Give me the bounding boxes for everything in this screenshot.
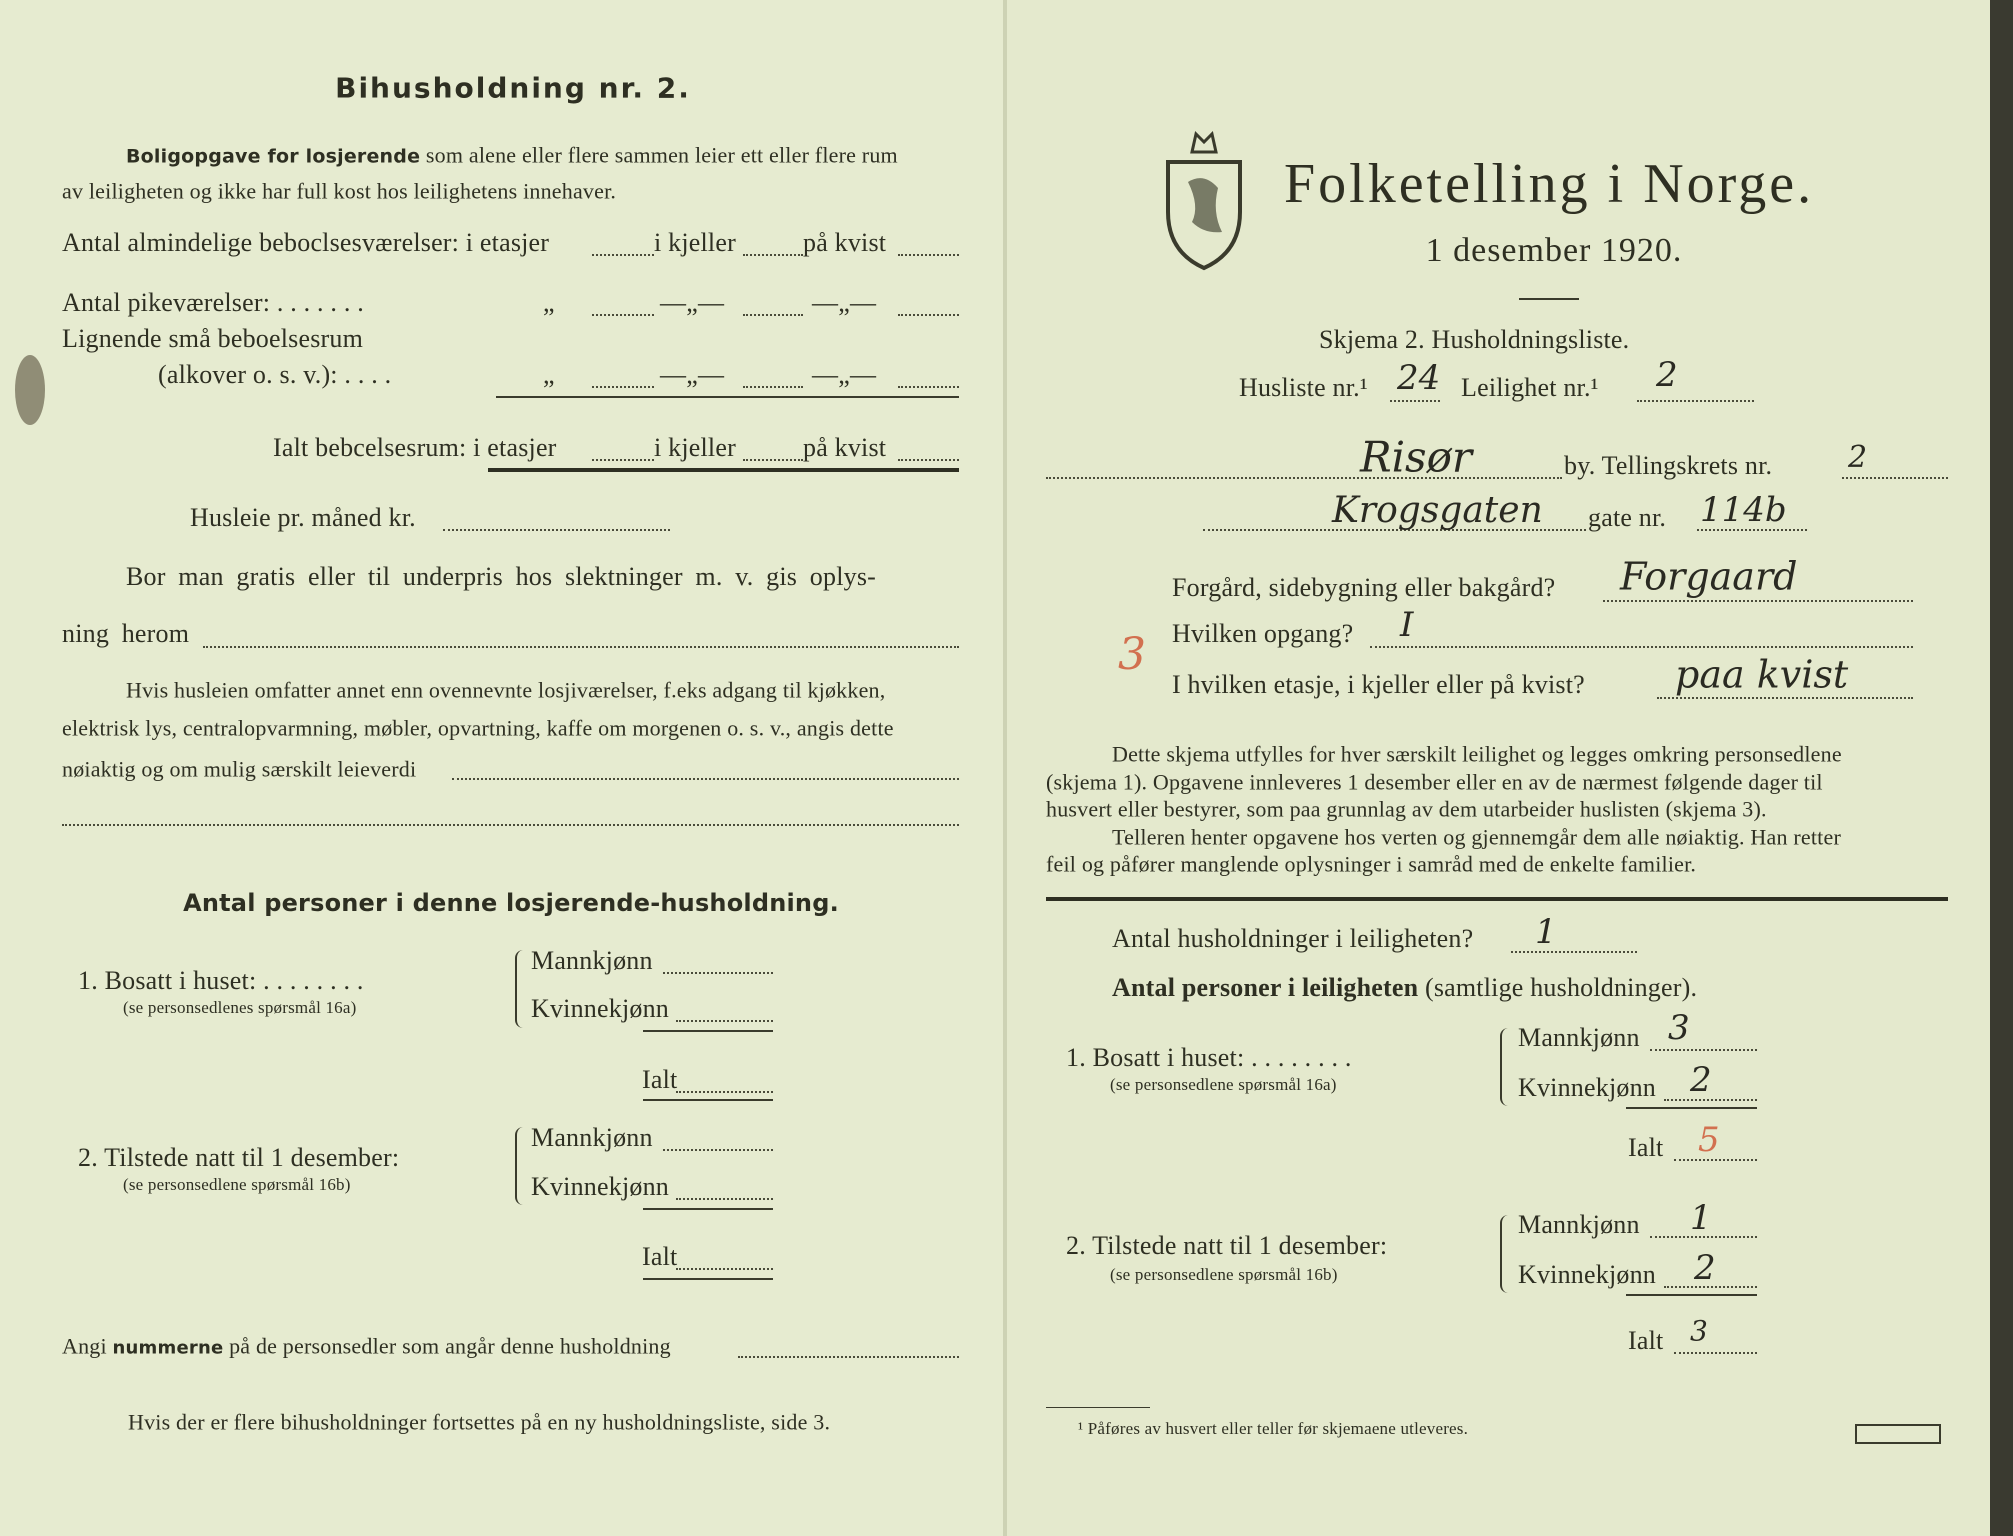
rooms-label: Antal almindelige beboclsesværelser: i etasjer — [62, 227, 550, 257]
husliste-label: Husliste nr.¹ — [1239, 372, 1368, 402]
instructions-line-3: husvert eller bestyrer, som paa grunnlag av dem utarbeider huslisten (skjema 3). — [1046, 796, 1767, 822]
alkover-label: (alkover o. s. v.): . . . . — [158, 359, 392, 389]
instructions-line-5: feil og påfører manglende oplysninger i samråd med de enkelte familier. — [1046, 851, 1697, 877]
q1-sum-rule — [1626, 1107, 1757, 1109]
q2-ialt-label: Ialt — [642, 1241, 678, 1271]
q2-sum-rule — [1626, 1294, 1757, 1296]
instructions-line-4: Telleren henter opgavene hos verten og gjennemgår dem alle nøiaktig. Han retter — [1112, 824, 1841, 850]
bor-line-2: ning herom — [62, 618, 190, 648]
sum-rule — [496, 396, 959, 398]
scan-edge — [1990, 0, 2013, 1536]
alkover-ditto-2: —„— — [660, 359, 725, 389]
leieverdi-field[interactable] — [452, 778, 959, 780]
intro-line-2: av leiligheten og ikke har full kost hos leilighetens innehaver. — [62, 178, 617, 204]
footnote: ¹ Påføres av husvert eller teller før skjemaene utleveres. — [1078, 1419, 1469, 1439]
q1-kvinne-value: 2 — [1690, 1059, 1712, 1100]
city-value: Risør — [1360, 432, 1472, 482]
right-page — [1007, 0, 1990, 1536]
archive-stamp — [1855, 1424, 1941, 1444]
angi-line — [62, 1333, 671, 1359]
census-date: 1 desember 1920. — [1425, 232, 1683, 270]
q2-ialt-field[interactable] — [676, 1268, 773, 1270]
hush-label: Antal husholdninger i leiligheten? — [1112, 923, 1474, 953]
ialt-etasjer-field[interactable] — [592, 459, 654, 461]
q1-sub: (se personsedlene spørsmål 16a) — [1110, 1075, 1337, 1095]
husleie-field[interactable] — [443, 529, 670, 531]
gate-label: gate nr. — [1588, 502, 1667, 532]
q1-kvinne-label: Kvinnekjønn — [1518, 1072, 1656, 1102]
intro-rest: som alene eller flere sammen leier ett eller flere rum — [425, 142, 898, 168]
q2-kvinne-label: Kvinnekjønn — [1518, 1259, 1656, 1289]
husliste-field[interactable] — [1390, 400, 1440, 402]
alkover-kjeller-field[interactable] — [743, 386, 803, 388]
pike-ditto: „ — [543, 287, 555, 317]
ialt-kvist-label: på kvist — [803, 432, 887, 462]
persons-heading: Antal personer i denne losjerende-husholdning. — [183, 889, 839, 918]
stain — [15, 355, 45, 425]
intro-line-1 — [126, 142, 898, 168]
q1-brace — [515, 950, 525, 1028]
footer-note: Hvis der er flere bihusholdninger fortsettes på en ny husholdningsliste, side 3. — [128, 1409, 831, 1435]
footnote-rule — [1046, 1407, 1150, 1408]
by-krets-label: by. Tellingskrets nr. — [1564, 450, 1773, 480]
q1-sub: (se personsedlenes spørsmål 16a) — [123, 998, 357, 1018]
q2-label: 2. Tilstede natt til 1 desember: — [78, 1142, 400, 1172]
lignende-label: Lignende små beboelsesrum — [62, 323, 364, 353]
q1-kvinne-field[interactable] — [676, 1020, 773, 1022]
opgang-field[interactable] — [1370, 646, 1913, 648]
hvis-line-3: nøiaktig og om mulig særskilt leieverdi — [62, 756, 417, 782]
section-divider — [1046, 897, 1948, 901]
q2-mann-label: Mannkjønn — [531, 1122, 653, 1152]
etasje-field[interactable] — [1657, 697, 1913, 699]
q1-ialt-field[interactable] — [676, 1091, 773, 1093]
q1-mann-field[interactable] — [663, 972, 773, 974]
persons-bold: Antal personer i leiligheten — [1112, 972, 1419, 1002]
bor-field[interactable] — [203, 646, 959, 648]
ialt-kvist-field[interactable] — [898, 459, 959, 461]
instructions-line-1: Dette skjema utfylles for hver særskilt leilighet og legges omkring personsedlene — [1112, 741, 1842, 767]
leilighet-field[interactable] — [1637, 400, 1754, 402]
ialt-underline — [488, 468, 959, 472]
sub-household-title: Bihusholdning nr. 2. — [335, 71, 691, 105]
q1-ialt-rule — [643, 1099, 773, 1101]
alkover-etasjer-field[interactable] — [592, 386, 654, 388]
q2-ialt-value: 3 — [1690, 1314, 1708, 1348]
ialt-kjeller-field[interactable] — [743, 459, 803, 461]
q2-sum-rule — [643, 1208, 773, 1210]
q2-mann-label: Mannkjønn — [1518, 1209, 1640, 1239]
pike-ditto-3: —„— — [812, 287, 877, 317]
pike-ditto-2: —„— — [660, 287, 725, 317]
husleie-label: Husleie pr. måned kr. — [190, 502, 416, 532]
hvis-line-1: Hvis husleien omfatter annet enn ovennevnte losjiværelser, f.eks adgang til kjøkken, — [126, 677, 886, 703]
title-rule — [1519, 298, 1579, 300]
q1-kvinne-label: Kvinnekjønn — [531, 993, 669, 1023]
q2-brace — [515, 1127, 525, 1205]
rooms-etasjer-field[interactable] — [592, 254, 654, 256]
q2-ialt-field[interactable] — [1674, 1352, 1757, 1354]
extra-field[interactable] — [62, 824, 959, 826]
q1-mann-label: Mannkjønn — [1518, 1022, 1640, 1052]
q1-ialt-value: 5 — [1698, 1119, 1720, 1160]
q2-ialt-rule — [643, 1278, 773, 1280]
forgard-value: Forgaard — [1620, 554, 1798, 599]
rooms-kvist-label: på kvist — [803, 227, 887, 257]
q1-label: 1. Bosatt i huset: . . . . . . . . — [78, 965, 364, 995]
schema-label: Skjema 2. Husholdningsliste. — [1319, 324, 1630, 354]
leilighet-value: 2 — [1656, 354, 1678, 395]
angi-bold: nummerne — [112, 1337, 224, 1359]
angi-rest: på de personsedler som angår denne husholdning — [229, 1333, 671, 1359]
rooms-kvist-field[interactable] — [898, 254, 959, 256]
angi-pre: Angi — [62, 1333, 107, 1359]
forgard-label: Forgård, sidebygning eller bakgård? — [1172, 572, 1556, 602]
q1-mann-label: Mannkjønn — [531, 945, 653, 975]
instructions-line-2: (skjema 1). Opgavene innleveres 1 desember eller en av de nærmest følgende dager til — [1046, 769, 1823, 795]
opgang-label: Hvilken opgang? — [1172, 618, 1354, 648]
etasje-value: paa kvist — [1675, 652, 1849, 697]
q2-kvinne-field[interactable] — [676, 1198, 773, 1200]
coat-of-arms-icon — [1162, 122, 1246, 272]
persons-heading — [1112, 972, 1698, 1002]
q1-sum-rule — [643, 1030, 773, 1032]
q2-sub: (se personsedlene spørsmål 16b) — [1110, 1265, 1338, 1285]
q1-brace — [1500, 1028, 1510, 1106]
pike-kjeller-field[interactable] — [743, 314, 803, 316]
q1-mann-field[interactable] — [1650, 1049, 1757, 1051]
q2-mann-field[interactable] — [663, 1149, 773, 1151]
rooms-kjeller-field[interactable] — [743, 254, 803, 256]
q2-sub: (se personsedlene spørsmål 16b) — [123, 1175, 351, 1195]
q1-mann-value: 3 — [1668, 1007, 1690, 1048]
alkover-ditto: „ — [543, 359, 555, 389]
ialt-rooms-label: Ialt bebcelsesrum: i etasjer — [273, 432, 557, 462]
husliste-value: 24 — [1397, 357, 1441, 398]
hvis-line-2: elektrisk lys, centralopvarmning, møbler, opvartning, kaffe om morgenen o. s. v., angis dette — [62, 715, 894, 741]
alkover-kvist-field[interactable] — [898, 386, 959, 388]
q2-brace — [1500, 1215, 1510, 1293]
pike-kvist-field[interactable] — [898, 314, 959, 316]
pike-label: Antal pikeværelser: . . . . . . . — [62, 287, 364, 317]
intro-bold: Boligopgave for losjerende — [126, 145, 421, 168]
margin-note: 3 — [1118, 628, 1146, 680]
krets-field[interactable] — [1842, 477, 1948, 479]
hush-field[interactable] — [1511, 951, 1637, 953]
q2-label: 2. Tilstede natt til 1 desember: — [1066, 1230, 1388, 1260]
q2-kvinne-value: 2 — [1694, 1247, 1716, 1288]
left-page — [0, 0, 1003, 1536]
angi-field[interactable] — [738, 1356, 959, 1358]
bor-line-1: Bor man gratis eller til underpris hos slektninger m. v. gis oplys- — [126, 561, 877, 591]
census-title: Folketelling i Norge. — [1284, 152, 1815, 215]
rooms-kjeller-label: i kjeller — [654, 227, 736, 257]
krets-value: 2 — [1848, 440, 1868, 475]
leilighet-label: Leilighet nr.¹ — [1461, 372, 1599, 402]
q2-ialt-label: Ialt — [1628, 1325, 1664, 1355]
alkover-ditto-3: —„— — [812, 359, 877, 389]
q2-kvinne-label: Kvinnekjønn — [531, 1171, 669, 1201]
q1-ialt-label: Ialt — [642, 1064, 678, 1094]
ialt-kjeller-label: i kjeller — [654, 432, 736, 462]
hush-value: 1 — [1535, 911, 1557, 952]
q1-label: 1. Bosatt i huset: . . . . . . . . — [1066, 1042, 1352, 1072]
etasje-label: I hvilken etasje, i kjeller eller på kvist? — [1172, 669, 1585, 699]
forgard-field[interactable] — [1603, 600, 1913, 602]
gate-value: 114b — [1700, 489, 1787, 530]
persons-rest: (samtlige husholdninger). — [1424, 972, 1698, 1002]
q1-ialt-label: Ialt — [1628, 1132, 1664, 1162]
city-field[interactable] — [1046, 477, 1562, 479]
pike-etasjer-field[interactable] — [592, 314, 654, 316]
opgang-value: I — [1400, 604, 1414, 645]
street-value: Krogsgaten — [1332, 490, 1543, 532]
q2-mann-value: 1 — [1690, 1197, 1712, 1238]
